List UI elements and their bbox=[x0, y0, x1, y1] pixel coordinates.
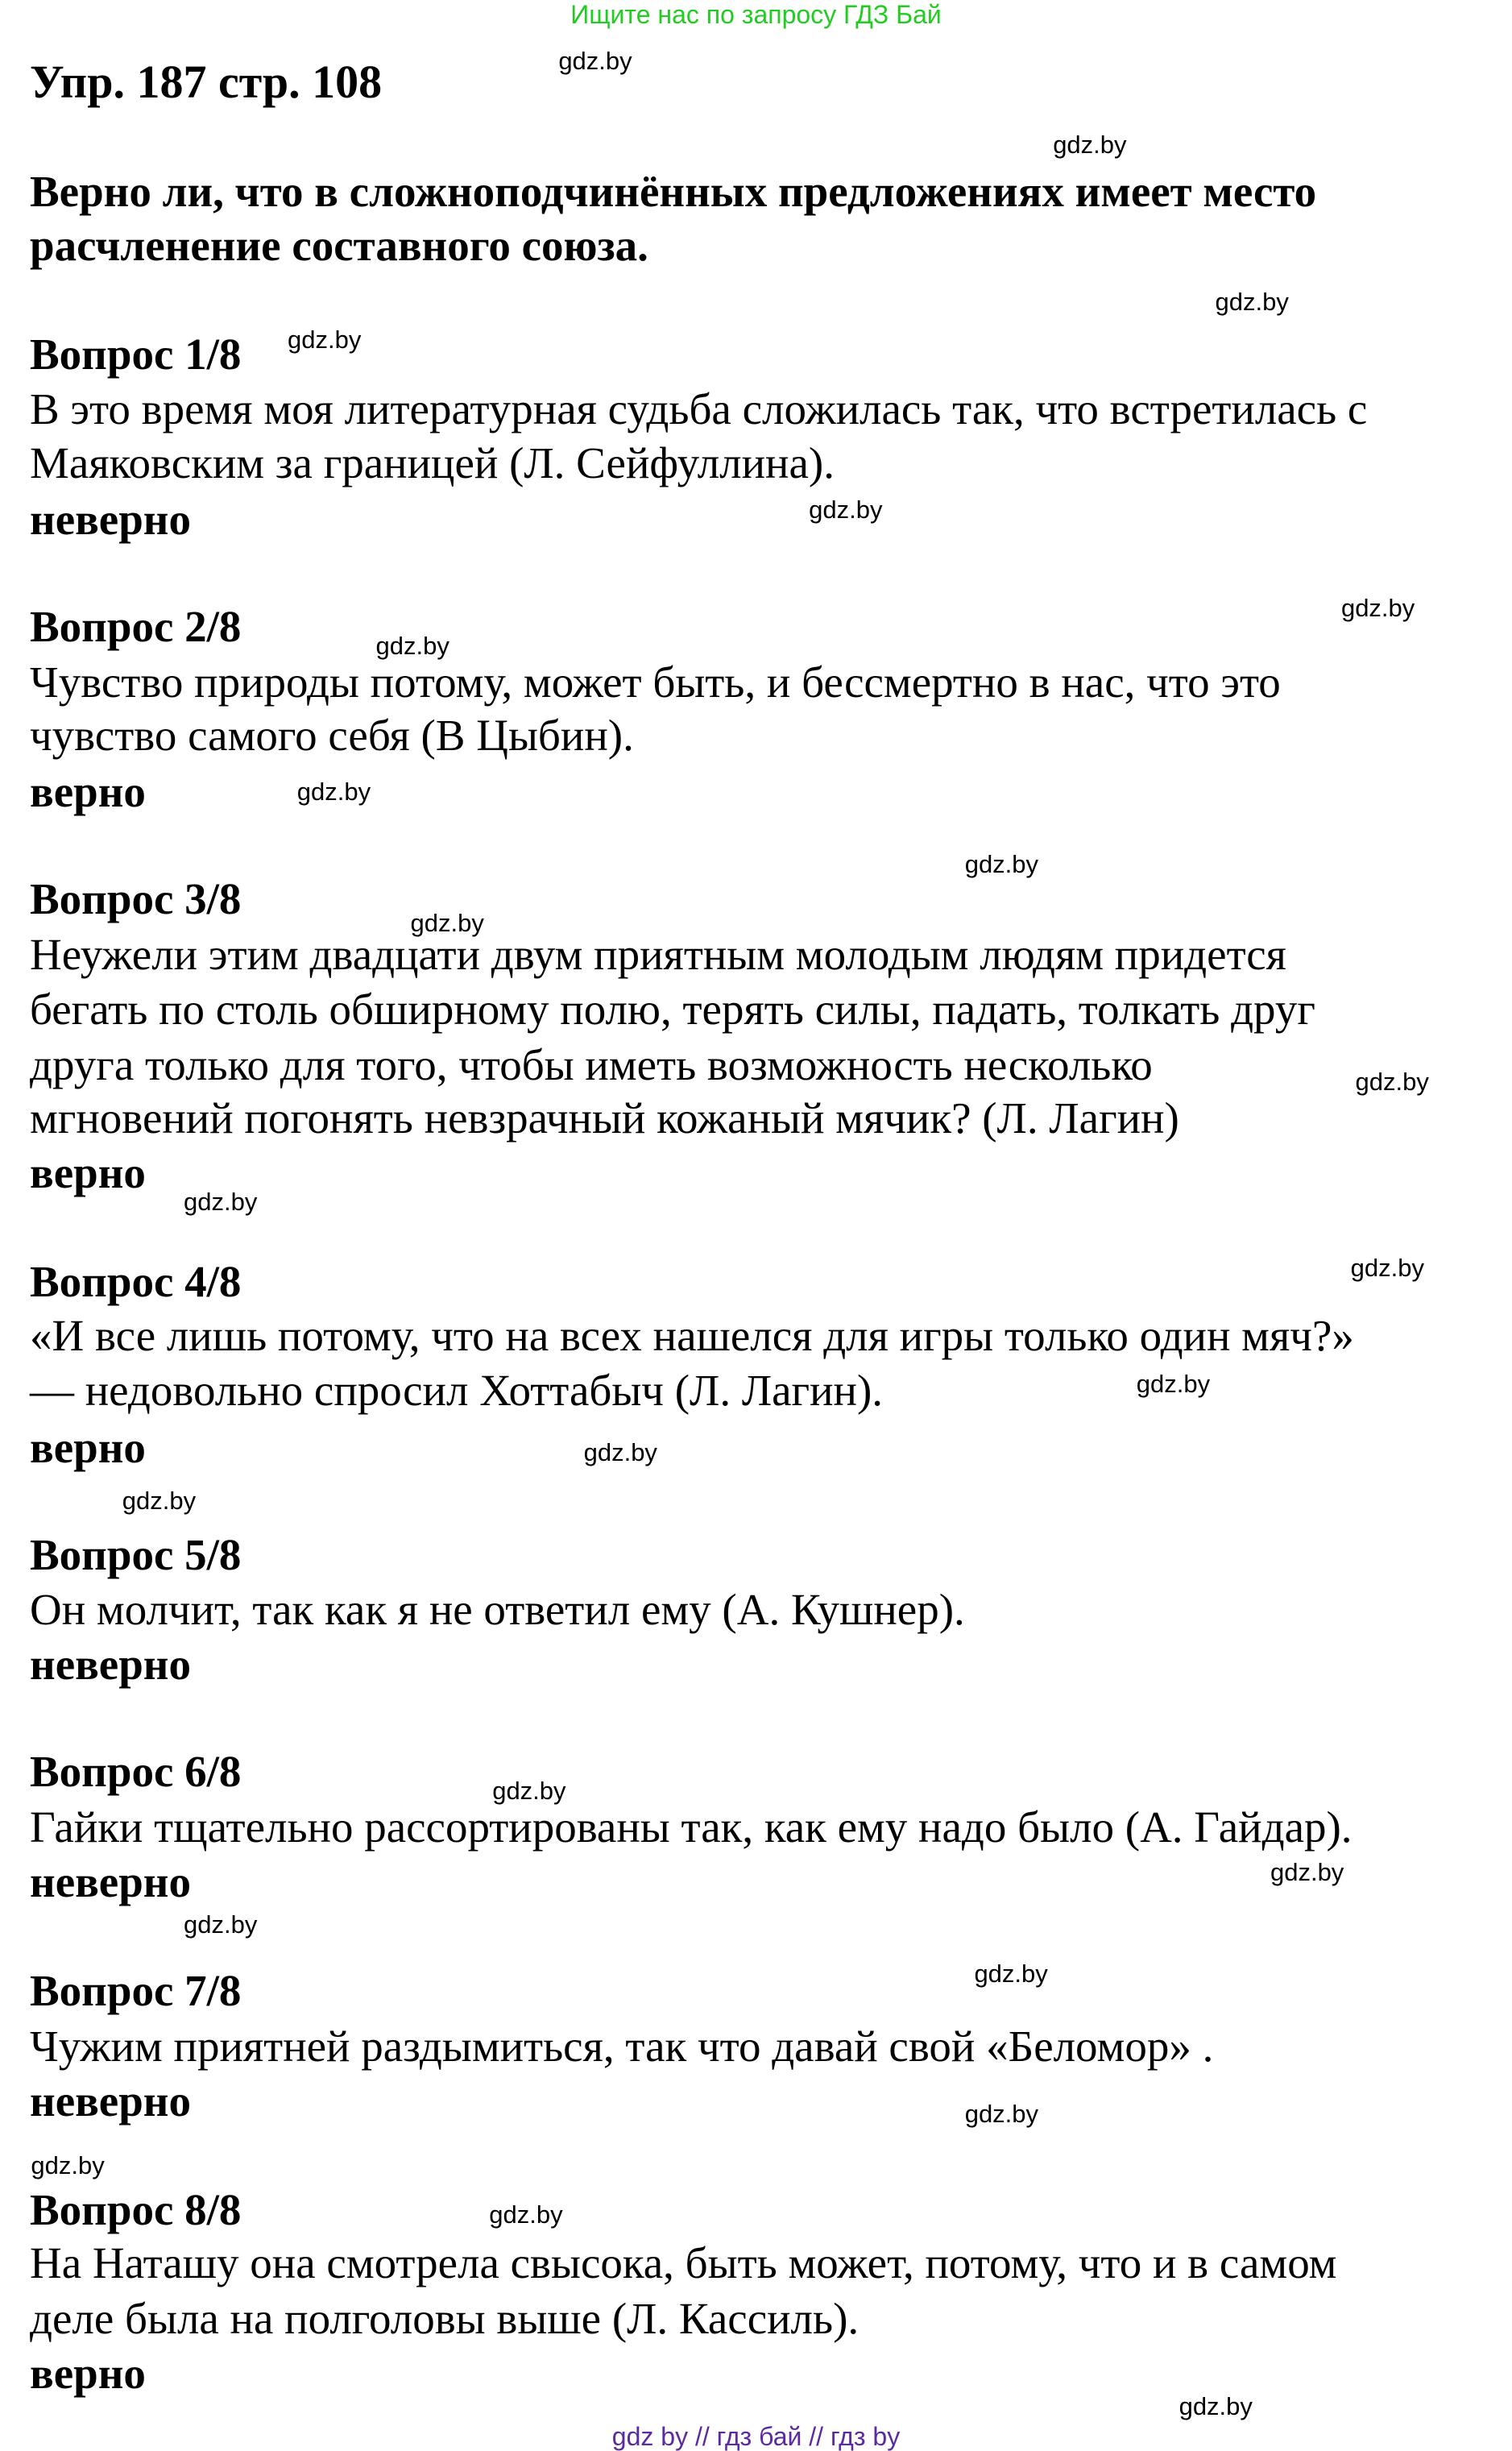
question-text-line: друга только для того, чтобы иметь возможность несколько bbox=[30, 1039, 1153, 1089]
question-text-line: Чужим приятней раздымиться, так что давай свой «Беломор» . bbox=[30, 2021, 1214, 2071]
question-answer: неверно bbox=[30, 1857, 191, 1907]
watermark: gdz.by bbox=[375, 631, 449, 660]
question-heading: Вопрос 2/8 bbox=[30, 602, 242, 652]
watermark: gdz.by bbox=[964, 850, 1039, 879]
watermark: gdz.by bbox=[964, 2099, 1039, 2128]
watermark: gdz.by bbox=[1350, 1253, 1425, 1282]
search-banner: Ищите нас по запросу ГДЗ Бай bbox=[570, 0, 942, 29]
question-heading: Вопрос 7/8 bbox=[30, 1966, 242, 2016]
question-text-line: мгновений погонять невзрачный кожаный мячик? (Л. Лагин) bbox=[30, 1093, 1179, 1143]
question-heading: Вопрос 8/8 bbox=[30, 2184, 242, 2234]
question-text-line: «И все лишь потому, что на всех нашелся для игры только один мяч?» bbox=[30, 1310, 1354, 1360]
question-heading: Вопрос 3/8 bbox=[30, 874, 242, 924]
question-heading: Вопрос 1/8 bbox=[30, 329, 242, 379]
watermark: gdz.by bbox=[1215, 288, 1289, 317]
question-answer: верно bbox=[30, 1148, 146, 1198]
watermark: gdz.by bbox=[558, 47, 632, 76]
question-text-line: На Наташу она смотрела свысока, быть может, потому, что и в самом bbox=[30, 2238, 1337, 2288]
watermark: gdz.by bbox=[288, 326, 362, 355]
question-text-line: бегать по столь обширному полю, терять силы, падать, толкать друг bbox=[30, 985, 1315, 1035]
question-answer: верно bbox=[30, 1422, 146, 1472]
question-text-line: — недовольно спросил Хоттабыч (Л. Лагин). bbox=[30, 1366, 884, 1416]
question-text-line: деле была на полголовы выше (Л. Кассиль). bbox=[30, 2293, 860, 2343]
watermark: gdz.by bbox=[583, 1437, 657, 1466]
question-text-line: Он молчит, так как я не ответил ему (А. Кушнер). bbox=[30, 1585, 965, 1634]
question-answer: неверно bbox=[30, 2076, 191, 2125]
watermark: gdz.by bbox=[31, 2151, 105, 2180]
question-text-line: Чувство природы потому, может быть, и бессмертно в нас, что это bbox=[30, 657, 1281, 707]
watermark: gdz.by bbox=[410, 908, 484, 937]
page-title: Упр. 187 стр. 108 bbox=[30, 56, 383, 108]
question-heading: Вопрос 5/8 bbox=[30, 1529, 242, 1579]
task-line: Верно ли, что в сложноподчинённых предложениях имеет место bbox=[30, 167, 1317, 216]
watermark: gdz.by bbox=[1270, 1858, 1344, 1887]
task-line: расчленение составного союза. bbox=[30, 221, 648, 270]
question-text-line: Неужели этим двадцати двум приятным молодым людям придется bbox=[30, 929, 1286, 979]
question-heading: Вопрос 6/8 bbox=[30, 1747, 242, 1797]
question-answer: верно bbox=[30, 2349, 146, 2399]
question-answer: неверно bbox=[30, 1640, 191, 1690]
question-text-line: Гайки тщательно рассортированы так, как ему надо было (А. Гайдар). bbox=[30, 1802, 1353, 1852]
question-text-line: Маяковским за границей (Л. Сейфуллина). bbox=[30, 438, 835, 487]
watermark: gdz.by bbox=[974, 1959, 1048, 1988]
watermark: gdz.by bbox=[1340, 593, 1415, 622]
watermark: gdz.by bbox=[184, 1910, 258, 1939]
watermark: gdz.by bbox=[1136, 1370, 1211, 1399]
watermark: gdz.by bbox=[1179, 2392, 1253, 2421]
question-text-line: В это время моя литературная судьба сложилась так, что встретилась с bbox=[30, 384, 1368, 434]
watermark: gdz.by bbox=[184, 1187, 258, 1216]
question-text-line: чувство самого себя (В Цыбин). bbox=[30, 710, 634, 760]
watermark: gdz.by bbox=[489, 2200, 563, 2229]
watermark: gdz.by bbox=[1053, 130, 1127, 159]
watermark: gdz.by bbox=[1355, 1068, 1429, 1097]
watermark: gdz.by bbox=[296, 778, 371, 807]
watermark: gdz.by bbox=[122, 1487, 197, 1516]
watermark: gdz.by bbox=[809, 496, 883, 525]
footer-links: gdz by // гдз бай // гдз by bbox=[611, 2422, 901, 2451]
watermark: gdz.by bbox=[492, 1776, 566, 1805]
question-heading: Вопрос 4/8 bbox=[30, 1257, 242, 1307]
question-answer: верно bbox=[30, 767, 146, 817]
question-answer: неверно bbox=[30, 495, 191, 545]
